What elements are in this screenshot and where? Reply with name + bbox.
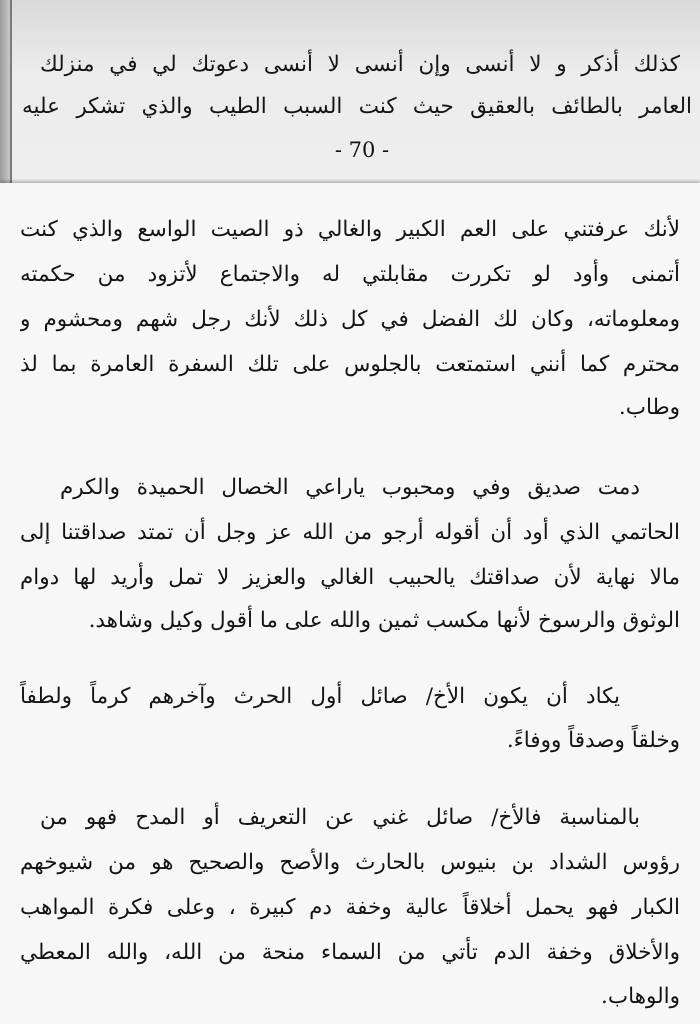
previous-page-line-2: العامر بالطائف بالعقيق حيث كنت السبب الطيب والذي تشكر عليه xyxy=(22,94,692,119)
paragraph-1-line-5: وطاب. xyxy=(618,395,680,420)
paragraph-4-line-2: رؤوس الشداد بن بنيوس بالحارث والأصح والصحيح هو من شيوخهم xyxy=(20,850,680,875)
paragraph-4-line-4: والأخلاق وخفة الدم تأتي من السماء منحة من الله، والله المعطي xyxy=(20,940,680,965)
paragraph-2-line-3: مالا نهاية لأن صداقتك يالحبيب الغالي والعزيز لا تمل وأريد لها دوام xyxy=(20,565,680,590)
paragraph-4-line-3: الكبار فهو يحمل أخلاقاً عالية وخفة دم كبيرة ، وعلى فكرة المواهب xyxy=(20,895,680,920)
page-edge-shadow xyxy=(0,0,10,183)
paragraph-2-line-1: دمت صديق وفي ومحبوب ياراعي الخصال الحميدة والكرم xyxy=(60,475,640,500)
paragraph-3-line-1: يكاد أن يكون الأخ/ صائل أول الحرث وآخرهم كرماً ولطفاً xyxy=(20,684,620,709)
paragraph-2-line-2: الحاتمي الذي أود أن أقوله أرجو من الله عز وجل أن تمتد صداقتنا إلى xyxy=(20,520,680,545)
current-page xyxy=(0,183,700,1024)
previous-page-line-1: كذلك أذكر و لا أنسى وإن أنسى لا أنسى دعوتك لي في منزلك xyxy=(40,52,680,77)
paragraph-3-line-2: وخلقاً وصدقاً ووفاءً. xyxy=(506,728,680,753)
paragraph-1-line-4: محترم كما أنني استمتعت بالجلوس على تلك السفرة العامرة بما لذ xyxy=(20,352,680,377)
page-number: - 70 - xyxy=(334,138,390,162)
previous-page xyxy=(10,0,700,183)
paragraph-1-line-1: لأنك عرفتني على العم الكبير والغالي ذو الصيت الواسع والذي كنت xyxy=(20,217,680,242)
paragraph-4-line-1: بالمناسبة فالأخ/ صائل غني عن التعريف أو المدح فهو من xyxy=(40,805,640,830)
paragraph-4-line-5: والوهاب. xyxy=(601,984,680,1009)
paragraph-1-line-2: أتمنى وأود لو تكررت مقابلتي له والاجتماع لأتزود من حكمته xyxy=(20,262,680,287)
paragraph-1-line-3: ومعلوماته، وكان لك الفضل في كل ذلك لأنك رجل شهم ومحشوم و xyxy=(20,307,680,332)
paragraph-2-line-4: الوثوق والرسوخ لأنها مكسب ثمين والله على ما أقول وكيل وشاهد. xyxy=(88,608,680,633)
